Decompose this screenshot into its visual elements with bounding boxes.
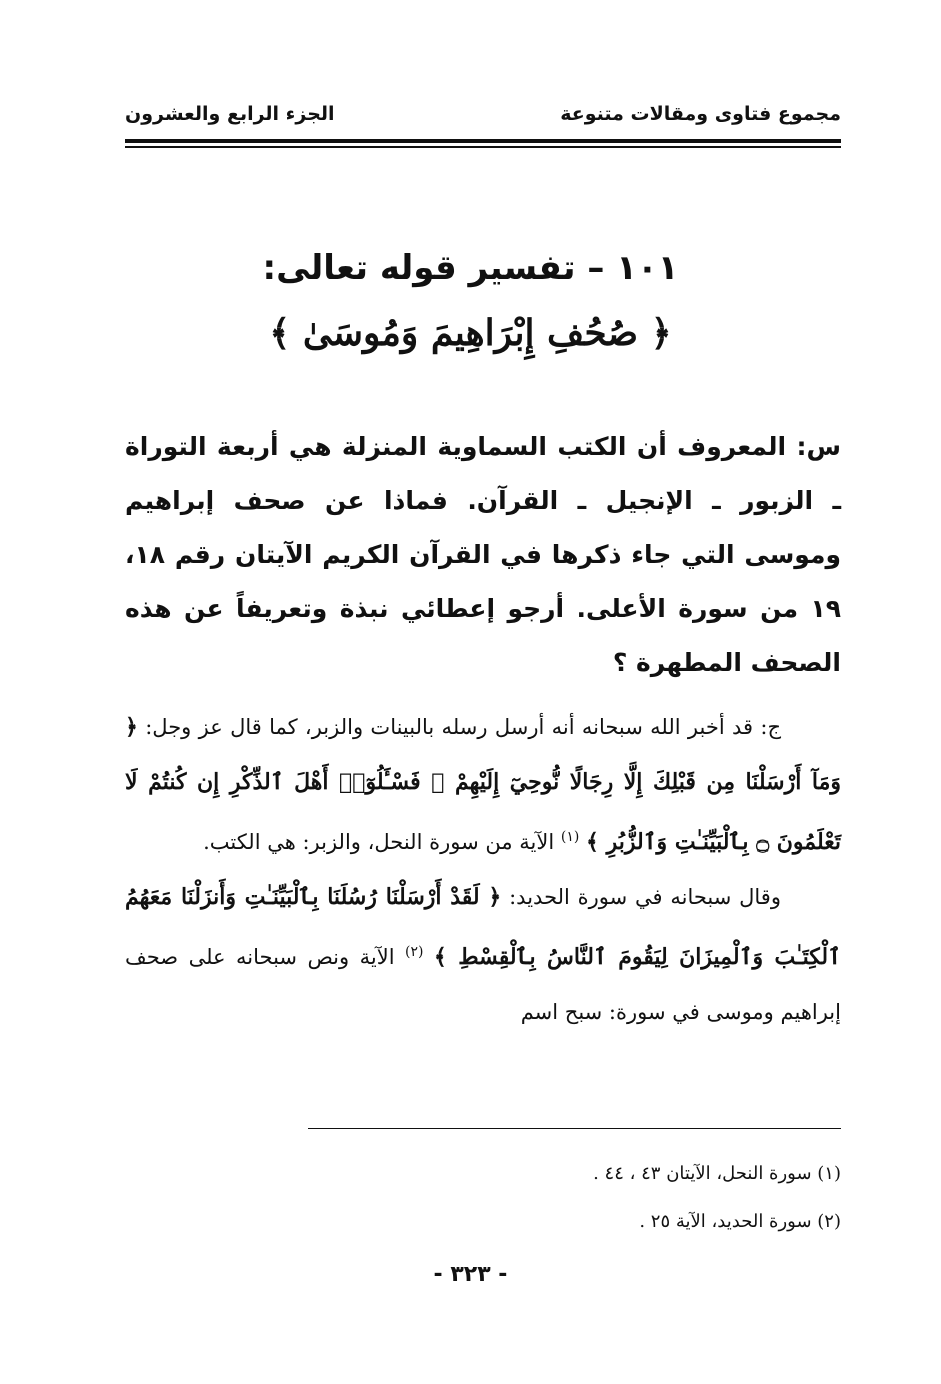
footnote-ref-2: (٢) <box>404 944 424 960</box>
quran-quote-hadid: ﴿ لَقَدْ أَرْسَلْنَا رُسُلَنَا بِٱلْبَيِّنَـٰتِ وَأَنزَلْنَا مَعَهُمُ ٱلْكِتَـٰبَ وَٱلْمِيزَانَ لِيَقُومَ ٱلنَّاسُ بِٱلْقِسْطِ ﴾ <box>125 884 841 970</box>
volume-label: الجزء الرابع والعشرون <box>125 103 335 125</box>
question-text: س: المعروف أن الكتب السماوية المنزلة هي أربعة التوراة ـ الزبور ـ الإنجيل ـ القرآن. فماذا عن صحف إبراهيم وموسى التي جاء ذكرها في القرآن الكريم الآيتان رقم ١٨، ١٩ من سورة الأعلى. أرجو إعطائي نبذة وتعريفاً عن هذه الصحف المطهرة ؟ <box>125 432 841 677</box>
page-number: - ٣٢٣ - <box>433 1262 508 1287</box>
answer-body <box>125 700 841 1040</box>
footnote-item: (١) سورة النحل، الآيتان ٤٣ ، ٤٤ . <box>593 1163 841 1184</box>
section-title: ١٠١ – تفسير قوله تعالى: <box>262 248 679 288</box>
footnote-divider <box>308 1128 841 1129</box>
footnote-ref-1: (١) <box>560 829 580 845</box>
footnotes <box>125 1150 841 1246</box>
quran-quote-nahl: ﴿ وَمَآ أَرْسَلْنَا مِن قَبْلِكَ إِلَّا رِجَالًا نُّوحِيٓ إِلَيْهِمْ ۚ فَسْـَٔلُوٓا۟ أَهْلَ ٱلذِّكْرِ إِن كُنتُمْ لَا تَعْلَمُونَ ۝ بِٱلْبَيِّنَـٰتِ وَٱلزُّبُرِ ﴾ <box>125 714 841 855</box>
book-title: مجموع فتاوى ومقالات متنوعة <box>560 103 841 125</box>
page-header <box>125 103 841 133</box>
answer-p1-outro: الآية من سورة النحل، والزبر: هي الكتب. <box>203 830 555 854</box>
header-rule-thin <box>125 146 841 148</box>
footnote-item: (٢) سورة الحديد، الآية ٢٥ . <box>639 1211 841 1232</box>
answer-paragraph-1 <box>125 700 841 870</box>
answer-p1-intro: ج: قد أخبر الله سبحانه أنه أرسل رسله بالبينات والزبر، كما قال عز وجل: <box>145 715 781 739</box>
answer-p2-intro: وقال سبحانه في سورة الحديد: <box>509 885 781 909</box>
section-title-verse: ﴿ صُحُفِ إِبْرَاهِيمَ وَمُوسَىٰ ﴾ <box>269 312 672 354</box>
header-rule-thick <box>125 139 841 143</box>
answer-p2-outro: الآية ونص سبحانه على صحف إبراهيم وموسى في سورة: سبح اسم <box>125 945 841 1024</box>
answer-paragraph-2 <box>125 870 841 1040</box>
